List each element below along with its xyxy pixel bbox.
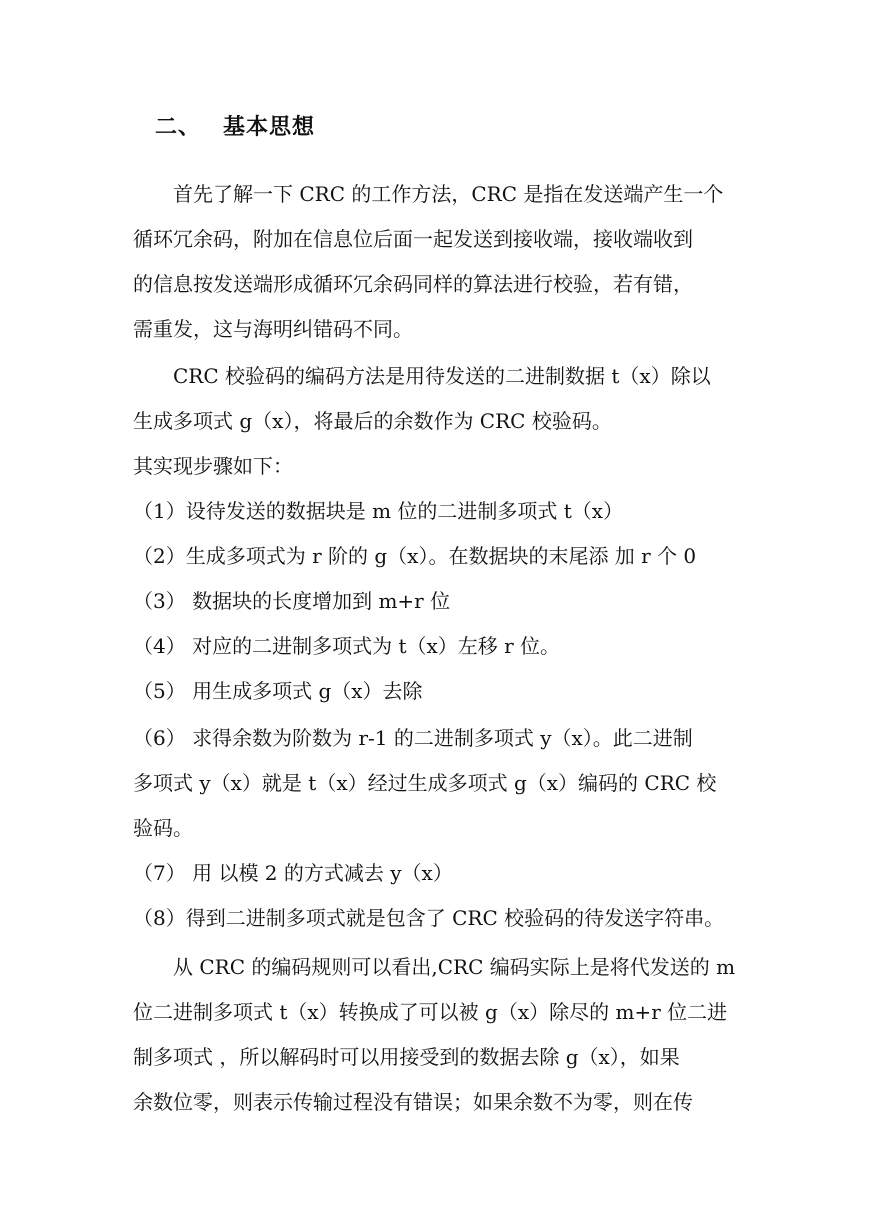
step-line: （3） 数据块的长度增加到 m+r 位 [133, 589, 451, 613]
step-line: （4） 对应的二进制多项式为 t（x）左移 r 位。 [133, 634, 561, 658]
paragraph-line: 生成多项式 g（x），将最后的余数作为 CRC 校验码。 [133, 409, 612, 433]
paragraph-line: 循环冗余码，附加在信息位后面一起发送到接收端，接收端收到 [133, 227, 693, 251]
step-line: （6） 求得余数为阶数为 r-1 的二进制多项式 y（x）。此二进制 [133, 726, 693, 750]
step-line: （1）设待发送的数据块是 m 位的二进制多项式 t（x） [133, 499, 624, 523]
paragraph-line: 的信息按发送端形成循环冗余码同样的算法进行校验，若有错， [133, 272, 693, 296]
section-number: 二、 [155, 115, 202, 140]
section-heading [155, 113, 315, 143]
step-line: （2）生成多项式为 r 阶的 g（x）。在数据块的末尾添 加 r 个 0 [133, 544, 697, 568]
paragraph-line: 其实现步骤如下： [133, 454, 293, 478]
step-line: 多项式 y（x）就是 t（x）经过生成多项式 g（x）编码的 CRC 校 [133, 771, 717, 795]
paragraph-line: 首先了解一下 CRC 的工作方法，CRC 是指在发送端产生一个 [173, 182, 724, 206]
paragraph-line: 从 CRC 的编码规则可以看出,CRC 编码实际上是将代发送的 m [173, 955, 736, 979]
step-line: 验码。 [133, 816, 193, 840]
paragraph-line: 余数位零，则表示传输过程没有错误；如果余数不为零，则在传 [133, 1090, 693, 1114]
step-line: （8）得到二进制多项式就是包含了 CRC 校验码的待发送字符串。 [133, 906, 725, 930]
step-line: （7） 用 以模 2 的方式减去 y（x） [133, 861, 453, 885]
paragraph-line: 制多项式 ，所以解码时可以用接受到的数据去除 g（x），如果 [133, 1045, 680, 1069]
paragraph-line: 需重发，这与海明纠错码不同。 [133, 317, 413, 341]
section-title: 基本思想 [223, 115, 316, 140]
paragraph-line: 位二进制多项式 t（x）转换成了可以被 g（x）除尽的 m+r 位二进 [133, 1000, 728, 1024]
paragraph-line: CRC 校验码的编码方法是用待发送的二进制数据 t（x）除以 [173, 364, 711, 388]
step-line: （5） 用生成多项式 g（x）去除 [133, 679, 423, 703]
